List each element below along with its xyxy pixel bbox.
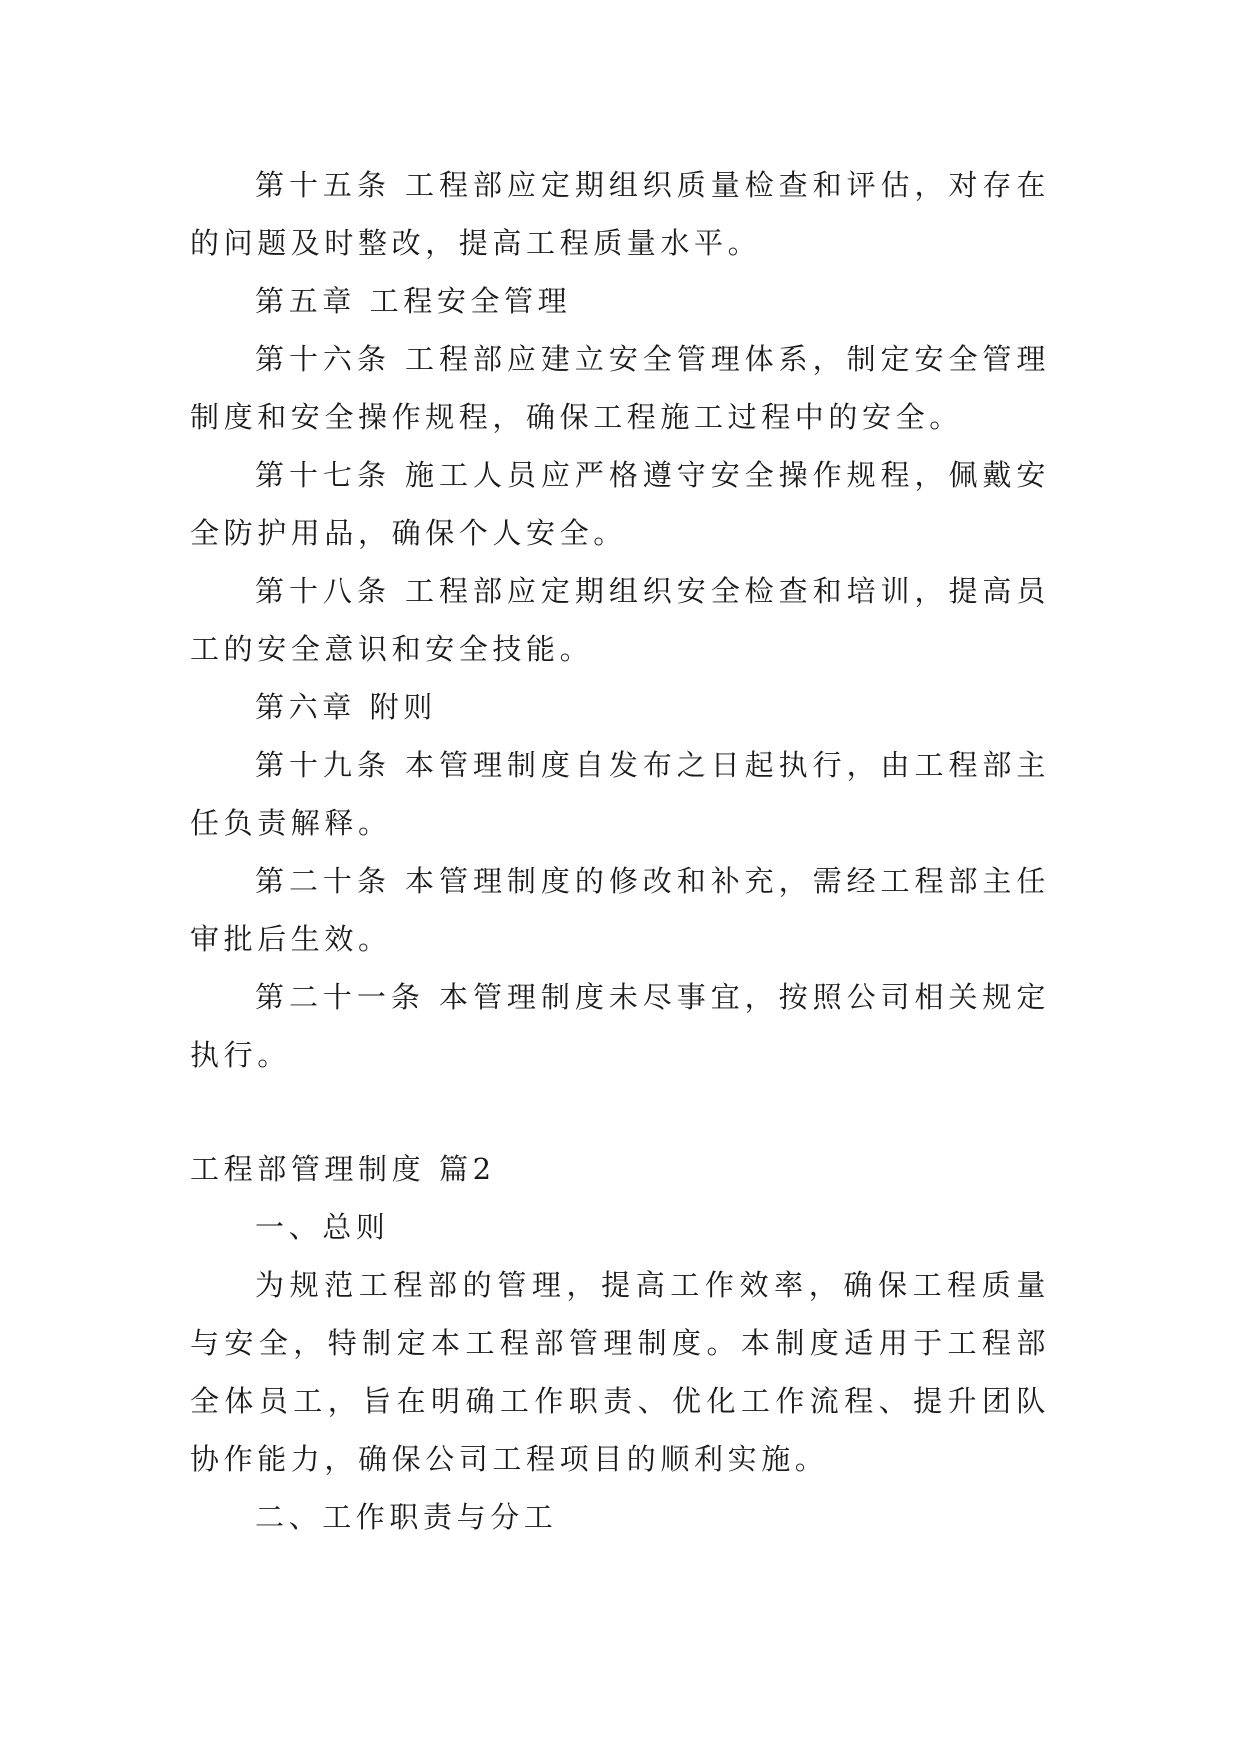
- article-17: 第十七条 施工人员应严格遵守安全操作规程，佩戴安全防护用品，确保个人安全。: [190, 458, 1050, 550]
- chapter-6-heading: 第六章 附则: [255, 690, 437, 724]
- section-2-title: 工程部管理制度 篇2: [190, 1152, 496, 1186]
- article-21: 第二十一条 本管理制度未尽事宜，按照公司相关规定执行。: [190, 980, 1050, 1072]
- article-19: 第十九条 本管理制度自发布之日起执行，由工程部主任负责解释。: [190, 748, 1050, 840]
- general-heading: 一、总则: [255, 1210, 390, 1244]
- duties-heading: 二、工作职责与分工: [255, 1500, 558, 1534]
- article-15: 第十五条 工程部应定期组织质量检查和评估，对存在的问题及时整改，提高工程质量水平。: [190, 168, 1050, 260]
- document-body: [190, 156, 1050, 1546]
- general-paragraph: 为规范工程部的管理，提高工作效率，确保工程质量与安全，特制定本工程部管理制度。本制度适用于工程部全体员工，旨在明确工作职责、优化工作流程、提升团队协作能力，确保公司工程项目的顺利实施。: [190, 1268, 1050, 1476]
- chapter-5-heading: 第五章 工程安全管理: [255, 284, 572, 318]
- article-16: 第十六条 工程部应建立安全管理体系，制定安全管理制度和安全操作规程，确保工程施工过程中的安全。: [190, 342, 1050, 434]
- article-20: 第二十条 本管理制度的修改和补充，需经工程部主任审批后生效。: [190, 864, 1050, 956]
- article-18: 第十八条 工程部应定期组织安全检查和培训，提高员工的安全意识和安全技能。: [190, 574, 1050, 666]
